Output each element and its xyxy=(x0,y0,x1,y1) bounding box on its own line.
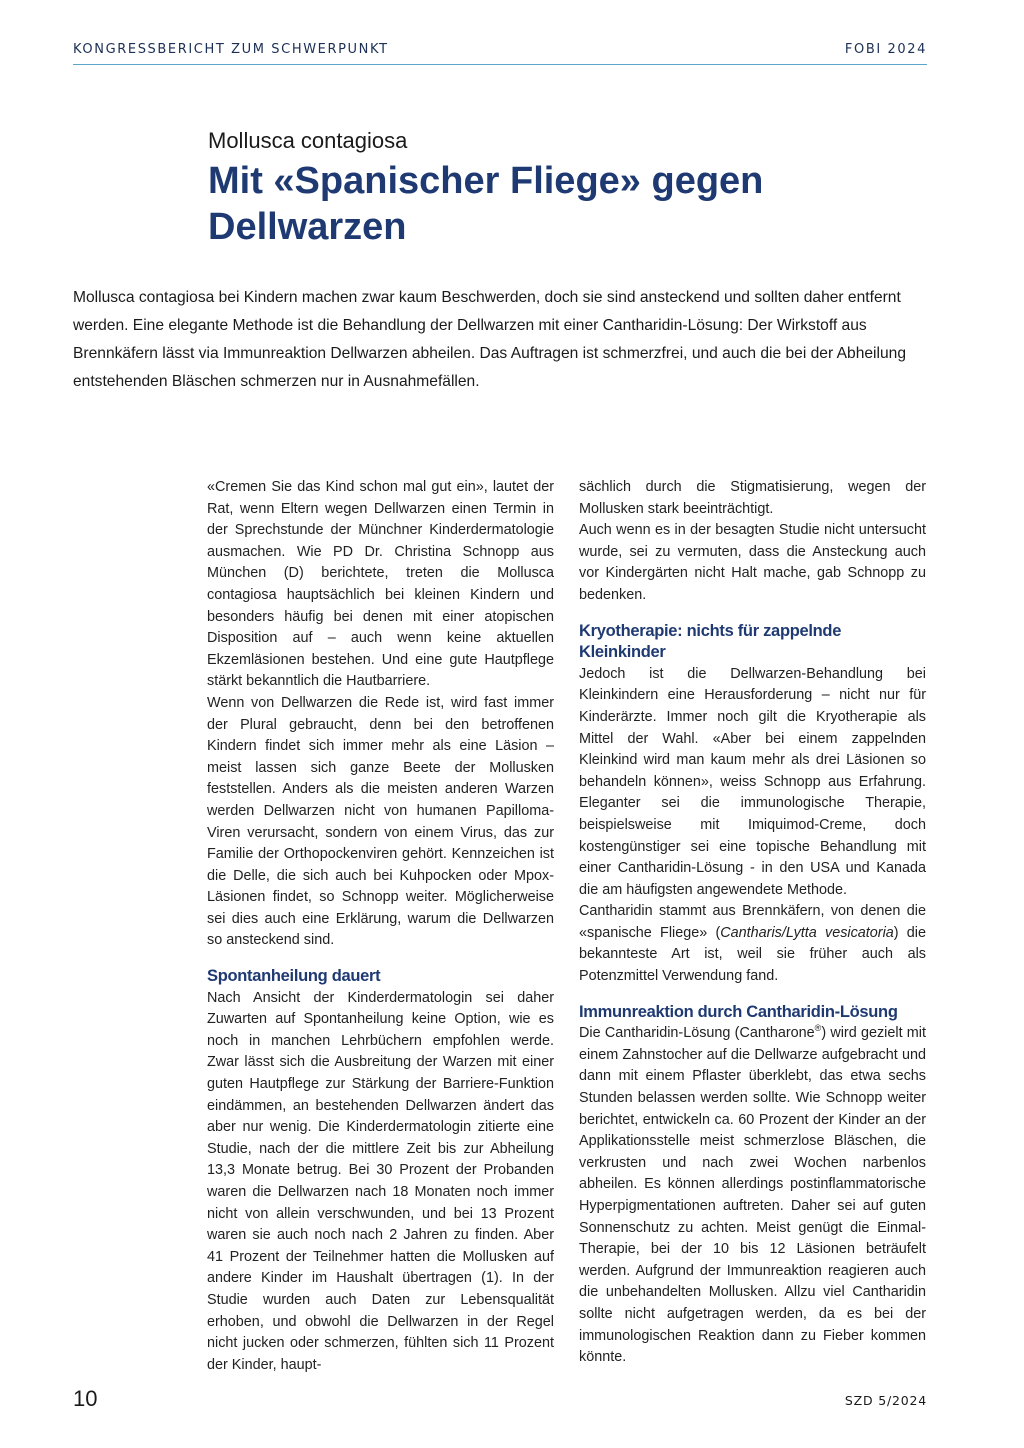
section-heading: Kryotherapie: nichts für zappelnde Kleinkinder xyxy=(579,621,842,662)
header-section: KONGRESSBERICHT ZUM SCHWERPUNKT xyxy=(73,42,389,57)
section-heading: Spontanheilung dauert xyxy=(207,967,381,986)
text-run: ) wird gezielt mit einem Zahnstocher auf die Dellwarze aufgebracht und dann mit einem Pflaster überklebt, das etwa sechs Stunden belassen werden sollte. Wie Schnopp weiter berichtet, entwickeln ca. 60 Prozent der Kinder an der Applikationsstelle meist schmerzlose Bläschen, die verkrusten und nach zwei Wochen narbenlos abheilen. Es können allerdings postinflammatorische Hyperpigmentationen auftreten. Daher sei auf guten Sonnenschutz zu achten. Meist genügt die Einmal-Therapie, bei der 10 bis 12 Läsionen beträufelt werden. Aufgrund der Immunreaktion reagieren auch die unbehandelten Mollusken. Allzu viel Cantharidin sollte nicht aufgetragen werden, da es bei der immunologischen Reaktion dann zu Fieber kommen könnte. xyxy=(579,1025,926,1366)
paragraph: Auch wenn es in der besagten Studie nicht untersucht wurde, sei zu vermuten, dass die Ansteckung auch vor Kindergärten nicht Halt mache, gab Schnopp zu bedenken. xyxy=(579,522,926,603)
paragraph: Jedoch ist die Dellwarzen-Behandlung bei Kleinkindern eine Herausforderung – nicht nur für Kinderärzte. Immer noch gilt die Kryotherapie als Mittel der Wahl. «Aber bei einem zappelnden Kleinkind wird man kaum mehr als drei Läsionen so behandeln können», weiss Schnopp aus Erfahrung. Eleganter sei die immunologische Therapie, beispielsweise mit Imiquimod-Creme, doch kostengünstiger sei eine topische Behandlung mit einer Cantharidin-Lösung - in den USA und Kanada die am häufigsten angewendete Methode. xyxy=(579,665,926,898)
section-heading: Immunreaktion durch Cantharidin-Lösung xyxy=(579,1002,898,1021)
journal-issue: SZD 5/2024 xyxy=(844,1393,927,1408)
left-column xyxy=(207,477,554,1376)
paragraph: Nach Ansicht der Kinderdermatologin sei daher Zuwarten auf Spontanheilung keine Option, wie es noch in manchen Lehrbüchern empfohlen werde. Zwar lässt sich die Ausbreitung der Warzen mit einer guten Hautpflege zur Stärkung der Barriere-Funktion eindämmen, an bestehenden Dellwarzen ändert das aber nur wenig. Die Kinderdermatologin zitierte eine Studie, nach der die mittlere Zeit bis zur Abheilung 13,3 Monate betrug. Bei 30 Prozent der Probanden waren die Dellwarzen nach 18 Monaten noch immer nicht von allein verschwunden, und bei 13 Prozent waren sie auch noch nach 2 Jahren zu finden. Aber 41 Prozent der Teilnehmer hatten die Mollusken auf andere Kinder im Haushalt übertragen (1). In der Studie wurden auch Daten zur Lebensqualität erhoben, und obwohl die Dellwarzen in der Regel nicht jucken oder schmerzen, fühlten sich 11 Prozent der Kinder, haupt- xyxy=(207,989,554,1373)
article-title: Mit «Spanischer Fliege» gegen Dellwarzen xyxy=(208,160,764,248)
paragraph xyxy=(579,1023,926,1369)
paragraph xyxy=(579,901,926,987)
paragraph: «Cremen Sie das Kind schon mal gut ein», lautet der Rat, wenn Eltern wegen Dellwarzen einen Termin in der Sprechstunde der Münchner Kinderdermatologie ausmachen. Wie PD Dr. Christina Schnopp aus München (D) berichtete, treten die Mollusca contagiosa hauptsächlich bei kleinen Kindern und besonders häufig bei denen mit einer atopischen Disposition auf – auch wenn keine aktuellen Ekzemläsionen bestehen. Und eine gute Hautpflege stärkt bekanntlich die Hautbarriere. xyxy=(207,479,554,690)
paragraph: sächlich durch die Stigmatisierung, wegen der Mollusken stark beeinträchtigt. xyxy=(579,479,926,517)
article-lead: Mollusca contagiosa bei Kindern machen zwar kaum Beschwerden, doch sie sind ansteckend und sollten daher entfernt werden. Eine elegante Methode ist die Behandlung der Dellwarzen mit einer Cantharidin-Lösung: Der Wirkstoff aus Brennkäfern lässt via Immunreaktion Dellwarzen abheilen. Das Auftragen ist schmerzfrei, und auch die bei der Abheilung entstehenden Bläschen schmerzen nur in Ausnahmefällen. xyxy=(73,289,906,390)
text-run: Die Cantharidin-Lösung (Cantharone xyxy=(579,1025,815,1042)
text-run: ) die bekannteste Art ist, weil sie früher auch als Potenzmittel Verwendung fand. xyxy=(579,924,926,985)
paragraph: Wenn von Dellwarzen die Rede ist, wird fast immer der Plural gebraucht, denn bei den betroffenen Kindern findet sich immer mehr als eine Läsion – meist lassen sich ganze Beete der Mollusken feststellen. Anders als die meisten anderen Warzen werden Dellwarzen nicht von humanen Papilloma-Viren verursacht, sondern von einem Virus, das zur Familie der Orthopockenviren gehört. Kennzeichen ist die Delle, die sich auch bei Kuhpocken oder Mpox-Läsionen findet, so Schnopp weiter. Möglicherweise sei dies auch eine Erklärung, warum die Dellwarzen so ansteckend sind. xyxy=(207,694,554,949)
right-column xyxy=(579,477,926,1369)
running-header xyxy=(73,40,927,65)
header-issue: FOBI 2024 xyxy=(844,42,927,57)
species-name: Cantharis/Lytta vesicatoria xyxy=(720,924,894,941)
article-kicker: Mollusca contagiosa xyxy=(208,128,408,153)
registered-mark: ® xyxy=(814,1023,822,1034)
text-run: Cantharidin stammt aus Brennkäfern, von denen die «spanische Fliege» ( xyxy=(579,903,926,941)
page-number: 10 xyxy=(73,1386,98,1411)
